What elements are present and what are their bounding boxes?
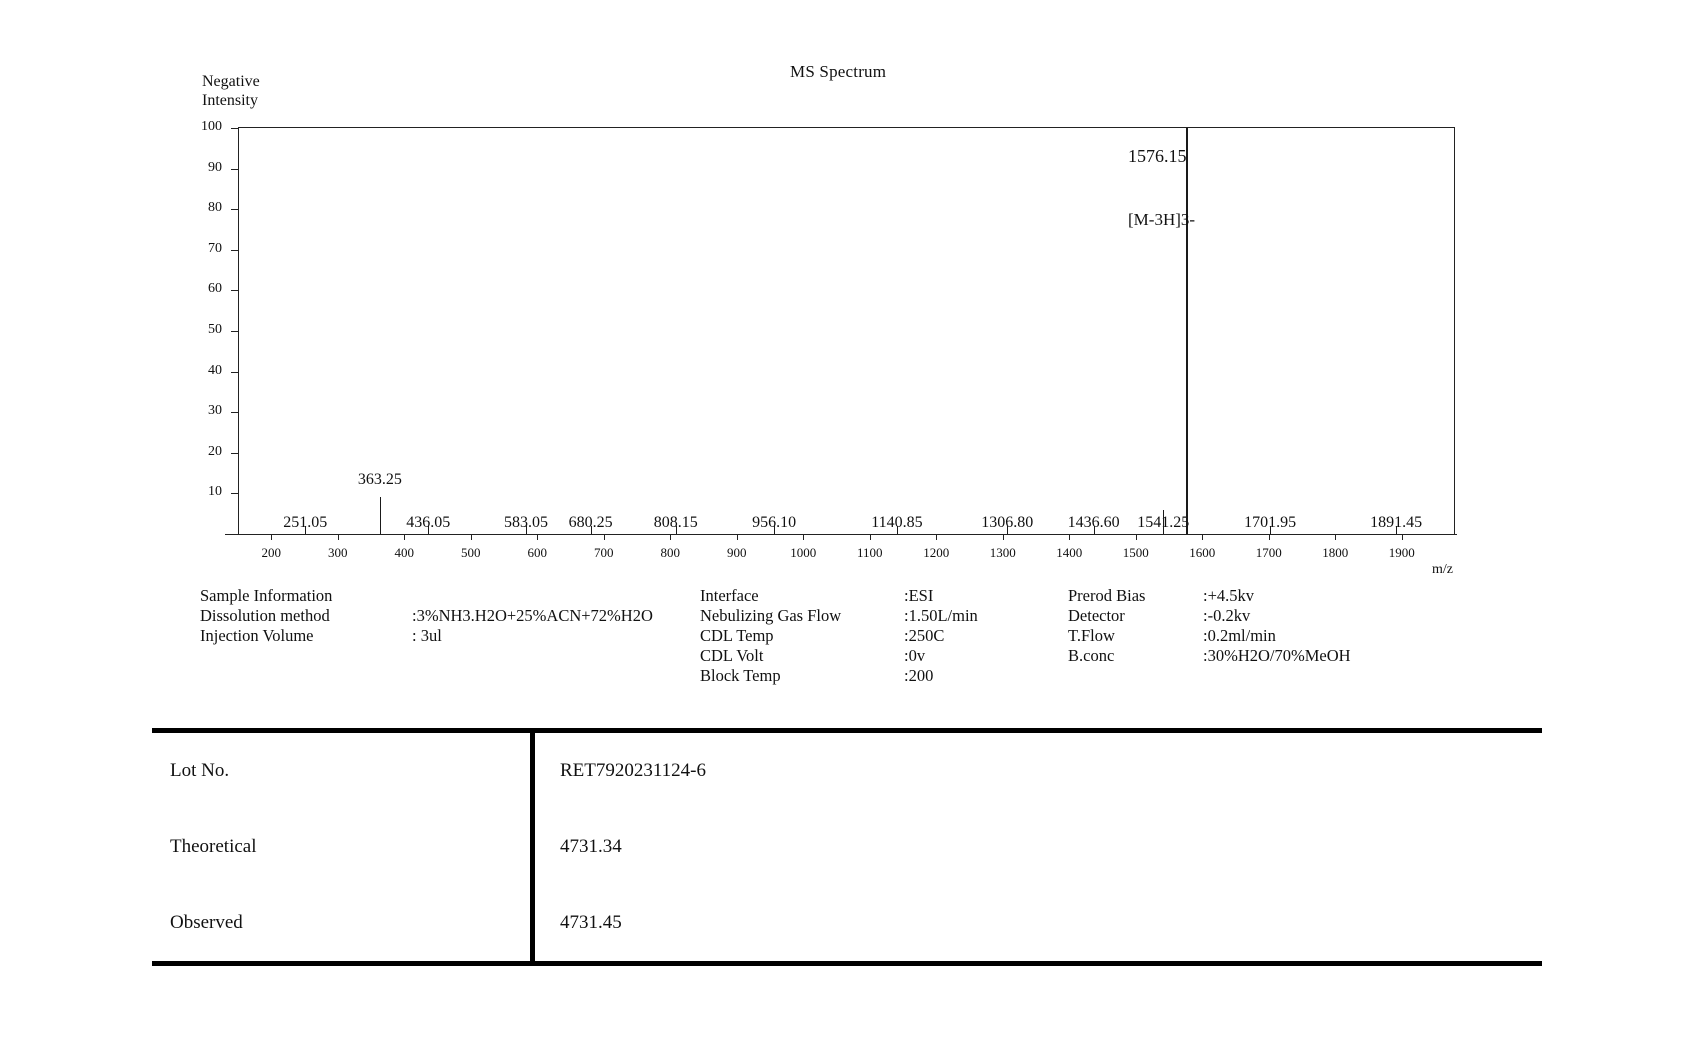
x-tick-label: 1300 [989, 545, 1016, 560]
y-tick-mark [231, 128, 238, 129]
main-peak-charge-annotation: [M-3H]3- [1128, 210, 1196, 229]
y-tick-label: 60 [208, 281, 222, 297]
parameter-key: B.conc [1068, 646, 1115, 665]
peak-label: 363.25 [357, 471, 402, 489]
x-tick-mark [271, 534, 272, 540]
x-tick-label: 1800 [1322, 545, 1349, 560]
x-tick-mark [803, 534, 804, 540]
table-row [152, 809, 1542, 885]
x-tick-label: 600 [527, 545, 547, 560]
y-axis-label-line2: Intensity [202, 92, 258, 109]
parameter-value: :0.2ml/min [1203, 626, 1276, 645]
y-tick-label: 30 [208, 403, 222, 419]
parameter-value: :200 [904, 666, 934, 685]
x-tick-label: 700 [594, 545, 614, 560]
y-tick-label: 70 [208, 240, 222, 256]
x-tick-label: 400 [394, 545, 414, 560]
y-tick-label: 100 [201, 119, 222, 134]
peak-label: 956.10 [752, 514, 797, 531]
parameter-value: : 3ul [412, 626, 442, 645]
y-tick-label: 40 [208, 362, 222, 378]
x-tick-mark [338, 534, 339, 540]
y-axis-label-line1: Negative [202, 73, 260, 90]
y-tick-label: 20 [208, 443, 222, 459]
y-tick-label: 10 [208, 484, 222, 500]
parameter-value: :3%NH3.H2O+25%ACN+72%H2O [412, 606, 653, 625]
x-tick-mark [404, 534, 405, 540]
x-axis-unit-label: m/z [1432, 562, 1453, 577]
parameter-key: T.Flow [1068, 626, 1115, 645]
parameter-value: :250C [904, 626, 945, 645]
x-tick-mark [1335, 534, 1336, 540]
y-tick-mark [231, 412, 238, 413]
result-table-body [152, 733, 1542, 961]
x-tick-mark [1136, 534, 1137, 540]
parameter-key: Detector [1068, 606, 1125, 625]
parameter-key: Injection Volume [200, 626, 314, 645]
chart-title: MS Spectrum [790, 62, 887, 81]
peak-label: 583.05 [503, 514, 548, 531]
x-tick-label: 1400 [1056, 545, 1083, 560]
x-tick-mark [936, 534, 937, 540]
x-tick-label: 1700 [1255, 545, 1282, 560]
x-tick-mark [1003, 534, 1004, 540]
y-tick-mark [231, 493, 238, 494]
x-tick-label: 1500 [1122, 545, 1149, 560]
x-axis-line [225, 534, 1457, 535]
y-tick-mark [231, 290, 238, 291]
y-tick-label: 90 [208, 159, 222, 175]
parameter-value: :30%H2O/70%MeOH [1203, 646, 1351, 665]
result-table [152, 728, 1542, 966]
parameter-value: :-0.2kv [1203, 606, 1251, 625]
x-tick-label: 200 [261, 545, 281, 560]
parameter-value: :1.50L/min [904, 606, 978, 625]
x-tick-mark [737, 534, 738, 540]
y-tick-mark [231, 453, 238, 454]
x-tick-mark [604, 534, 605, 540]
peak-label: 1436.60 [1067, 514, 1120, 531]
peak-label: 680.25 [568, 514, 613, 531]
y-tick-label: 50 [208, 322, 222, 337]
spectrum-peak [1186, 128, 1188, 534]
x-tick-label: 1600 [1189, 545, 1216, 560]
x-tick-mark [670, 534, 671, 540]
x-tick-label: 900 [727, 545, 747, 560]
table-row-label: Theoretical [152, 809, 533, 885]
x-tick-label: 500 [461, 545, 481, 560]
table-row [152, 885, 1542, 961]
main-peak-label: 1576.15 [1128, 146, 1187, 166]
parameter-value: :0v [904, 646, 926, 665]
x-tick-label: 1900 [1388, 545, 1415, 560]
table-row-value: RET7920231124-6 [560, 760, 707, 781]
table-row-value: 4731.45 [560, 912, 622, 933]
parameter-key: Block Temp [700, 666, 781, 685]
peak-label: 1891.45 [1370, 514, 1423, 531]
table-bottom-rule [152, 961, 1542, 966]
table-row-label: Lot No. [152, 733, 533, 809]
parameter-key: Dissolution method [200, 606, 330, 625]
parameter-key: Prerod Bias [1068, 586, 1146, 605]
peak-label: 436.05 [406, 514, 451, 531]
peak-label: 808.15 [653, 514, 698, 531]
spectrum-peak [380, 497, 381, 534]
peak-label: 1140.85 [871, 514, 923, 531]
table-row-label: Observed [152, 885, 533, 961]
interface-heading-value: :ESI [904, 586, 934, 605]
table-row [152, 733, 1542, 809]
x-tick-mark [1402, 534, 1403, 540]
parameter-key: CDL Temp [700, 626, 774, 645]
x-tick-label: 800 [660, 545, 681, 560]
table-row-value: 4731.34 [560, 836, 622, 857]
peak-label: 1306.80 [981, 514, 1034, 531]
interface-heading: Interface [700, 586, 759, 605]
y-tick-mark [231, 372, 238, 373]
y-tick-label: 80 [208, 200, 222, 216]
x-tick-mark [870, 534, 871, 540]
x-tick-label: 1200 [923, 545, 950, 560]
peak-label: 1701.95 [1244, 514, 1297, 531]
y-tick-mark [231, 209, 238, 210]
x-tick-label: 1100 [857, 545, 883, 560]
x-tick-label: 1000 [790, 545, 817, 560]
x-tick-mark [1269, 534, 1270, 540]
parameter-key: Nebulizing Gas Flow [700, 606, 842, 625]
y-axis-label [202, 72, 322, 110]
y-tick-mark [231, 250, 238, 251]
parameter-key: CDL Volt [700, 646, 764, 665]
peak-label: 251.05 [283, 514, 328, 531]
y-tick-mark [231, 331, 238, 332]
peak-label: 1541.25 [1137, 514, 1190, 531]
x-tick-mark [1202, 534, 1203, 540]
x-tick-label: 300 [328, 545, 348, 560]
y-tick-mark [231, 169, 238, 170]
parameter-value: :+4.5kv [1203, 586, 1255, 605]
x-tick-mark [537, 534, 538, 540]
x-tick-mark [471, 534, 472, 540]
sample-information-heading: Sample Information [200, 586, 333, 605]
x-tick-mark [1069, 534, 1070, 540]
